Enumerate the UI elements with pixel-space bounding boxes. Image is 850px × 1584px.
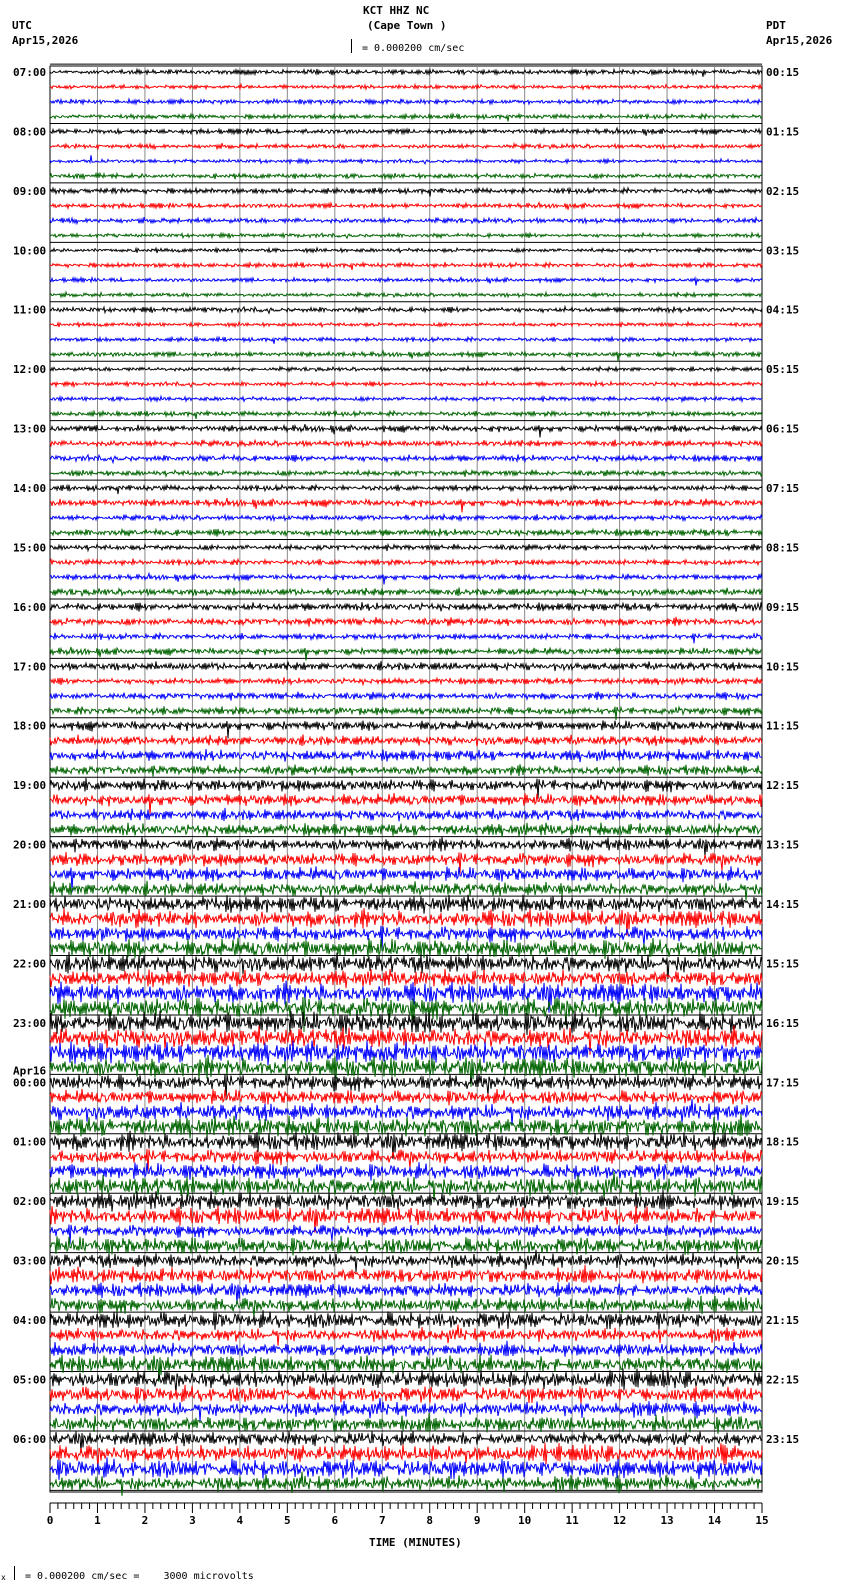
pdt-hour-label: 18:15 <box>766 1135 800 1149</box>
pdt-hour-label: 04:15 <box>766 303 800 317</box>
left-date: Apr15,2026 <box>12 34 79 47</box>
utc-hour-label: 06:00 <box>13 1432 47 1446</box>
pdt-hour-label: 03:15 <box>766 244 800 258</box>
seismic-trace <box>50 692 762 701</box>
x-tick-label: 12 <box>612 1514 627 1527</box>
pdt-hour-label: 12:15 <box>766 779 800 793</box>
footer-scale-label: = 0.000200 cm/sec = 3000 microvolts <box>25 1571 254 1582</box>
seismic-trace <box>50 307 762 314</box>
seismic-trace <box>50 187 762 196</box>
pdt-hour-label: 10:15 <box>766 660 800 674</box>
x-tick-label: 1 <box>94 1514 101 1527</box>
seismic-trace <box>50 764 762 776</box>
footer-mark: x <box>1 1573 6 1582</box>
seismic-trace <box>50 498 762 512</box>
seismic-trace <box>50 1011 762 1035</box>
seismic-trace <box>50 351 762 361</box>
utc-hour-label: 12:00 <box>13 363 47 377</box>
seismic-trace <box>50 778 762 799</box>
x-tick-label: 0 <box>46 1514 54 1527</box>
seismic-trace <box>50 99 762 105</box>
chart-subtitle: (Cape Town ) <box>367 19 447 32</box>
seismic-trace <box>50 823 762 837</box>
seismic-trace <box>50 396 762 402</box>
pdt-hour-label: 01:15 <box>766 125 800 139</box>
seismic-trace <box>50 322 762 327</box>
right-date: Apr15,2026 <box>766 34 833 47</box>
pdt-hour-label: 05:15 <box>766 363 800 377</box>
seismic-trace <box>50 84 762 89</box>
seismic-trace <box>50 128 762 136</box>
x-tick-label: 11 <box>565 1514 579 1527</box>
utc-hour-label: 19:00 <box>13 779 47 793</box>
x-tick-label: 14 <box>707 1514 722 1527</box>
seismic-trace <box>50 1341 762 1357</box>
seismic-trace <box>50 69 762 77</box>
seismic-trace <box>50 529 762 537</box>
x-tick-label: 7 <box>378 1514 386 1527</box>
seismic-trace <box>50 1310 762 1330</box>
pdt-hour-label: 15:15 <box>766 957 800 971</box>
utc-hour-label: 08:00 <box>13 125 47 139</box>
seismic-trace <box>50 367 762 372</box>
seismic-trace <box>50 440 762 447</box>
seismic-trace <box>50 617 762 627</box>
seismic-trace <box>50 292 762 297</box>
x-tick-label: 10 <box>518 1514 532 1527</box>
pdt-hour-label: 13:15 <box>766 838 800 852</box>
seismic-trace <box>50 1099 762 1126</box>
utc-hour-label: 01:00 <box>13 1135 47 1149</box>
utc-hour-label: 21:00 <box>13 898 47 912</box>
chart-title: KCT HHZ NC <box>363 4 430 17</box>
seismic-trace <box>50 837 762 856</box>
seismic-trace <box>50 248 762 253</box>
seismic-trace <box>50 470 762 477</box>
utc-hour-label: 09:00 <box>13 184 47 198</box>
seismic-trace <box>50 382 762 387</box>
seismic-trace <box>50 1398 762 1421</box>
x-tick-label: 4 <box>236 1514 244 1527</box>
seismic-trace <box>50 203 762 210</box>
right-timezone: PDT <box>766 19 786 32</box>
utc-hour-label: 23:00 <box>13 1016 47 1030</box>
seismic-trace <box>50 484 762 494</box>
left-timezone: UTC <box>12 19 32 32</box>
x-axis-label: TIME (MINUTES) <box>369 1536 462 1549</box>
seismic-trace <box>50 337 762 344</box>
seismic-trace <box>50 514 762 521</box>
seismic-trace <box>50 808 762 821</box>
utc-hour-label: 07:00 <box>13 66 47 79</box>
seismic-trace <box>50 1443 762 1468</box>
x-tick-label: 15 <box>755 1514 769 1527</box>
pdt-hour-label: 02:15 <box>766 184 800 198</box>
seismic-trace <box>50 544 762 551</box>
x-tick-label: 5 <box>284 1514 291 1527</box>
utc-hour-label: 11:00 <box>13 303 47 317</box>
utc-hour-label: 04:00 <box>13 1314 47 1328</box>
seismic-trace <box>50 424 762 437</box>
pdt-hour-label: 21:15 <box>766 1314 800 1328</box>
utc-hour-label: 10:00 <box>13 244 47 258</box>
x-tick-label: 3 <box>189 1514 196 1527</box>
x-tick-label: 13 <box>660 1514 674 1527</box>
seismic-trace <box>50 455 762 463</box>
seismic-trace <box>50 574 762 585</box>
x-tick-label: 6 <box>331 1514 339 1527</box>
seismic-trace <box>50 1089 762 1105</box>
x-tick-label: 8 <box>426 1514 434 1527</box>
seismic-trace <box>50 588 762 597</box>
pdt-hour-label: 06:15 <box>766 422 800 436</box>
seismic-trace <box>50 1385 762 1404</box>
seismic-trace <box>50 173 762 179</box>
seismic-trace <box>50 1282 762 1303</box>
pdt-hour-label: 09:15 <box>766 600 800 614</box>
utc-hour-label: 03:00 <box>13 1254 47 1268</box>
pdt-hour-label: 11:15 <box>766 719 800 733</box>
pdt-hour-label: 08:15 <box>766 541 800 555</box>
utc-hour-label: 02:00 <box>13 1195 47 1209</box>
seismic-trace <box>50 411 762 419</box>
seismic-trace <box>50 661 762 671</box>
seismic-trace <box>50 143 762 149</box>
seismic-trace <box>50 277 762 285</box>
pdt-hour-label: 07:15 <box>766 482 800 496</box>
x-tick-label: 2 <box>141 1514 149 1527</box>
seismic-trace <box>50 602 762 612</box>
utc-hour-label: 20:00 <box>13 838 47 852</box>
utc-hour-label: 14:00 <box>13 482 47 496</box>
pdt-hour-label: 20:15 <box>766 1254 800 1268</box>
pdt-hour-label: 00:15 <box>766 66 800 79</box>
seismic-trace <box>50 1265 762 1284</box>
seismic-trace <box>50 720 762 738</box>
utc-hour-label: 22:00 <box>13 957 47 971</box>
seismic-trace <box>50 233 762 238</box>
seismic-trace <box>50 1041 762 1066</box>
seismic-trace <box>50 217 762 223</box>
seismic-trace <box>50 749 762 762</box>
utc-hour-label: 16:00 <box>13 600 47 614</box>
scale-label: = 0.000200 cm/sec <box>362 43 465 54</box>
utc-hour-label: 00:00 <box>13 1076 47 1090</box>
seismic-trace <box>50 1149 762 1173</box>
seismic-trace <box>50 895 762 914</box>
seismic-trace <box>50 262 762 270</box>
pdt-hour-label: 23:15 <box>766 1432 800 1446</box>
seismic-trace <box>50 677 762 685</box>
seismic-trace <box>50 734 762 746</box>
pdt-hour-label: 14:15 <box>766 898 800 912</box>
pdt-hour-label: 22:15 <box>766 1373 800 1387</box>
seismic-trace <box>50 155 762 164</box>
seismic-trace <box>50 1325 762 1346</box>
seismic-trace <box>50 633 762 644</box>
pdt-hour-label: 17:15 <box>766 1076 800 1090</box>
utc-hour-label: 15:00 <box>13 541 47 555</box>
utc-hour-label: 17:00 <box>13 660 47 674</box>
seismic-trace <box>50 1457 762 1480</box>
seismic-trace <box>50 881 762 900</box>
seismic-trace <box>50 969 762 988</box>
date-change-label: Apr16 <box>13 1064 47 1078</box>
footer-scale-bar-icon <box>14 1566 15 1580</box>
seismic-trace <box>50 1296 762 1317</box>
utc-hour-label: 18:00 <box>13 719 47 733</box>
seismic-trace <box>50 559 762 566</box>
utc-hour-label: 05:00 <box>13 1373 47 1387</box>
pdt-hour-label: 19:15 <box>766 1195 800 1209</box>
pdt-hour-label: 16:15 <box>766 1016 800 1030</box>
seismic-trace <box>50 114 762 122</box>
seismic-trace <box>50 1162 762 1180</box>
x-tick-label: 9 <box>473 1514 481 1527</box>
utc-hour-label: 13:00 <box>13 422 47 436</box>
